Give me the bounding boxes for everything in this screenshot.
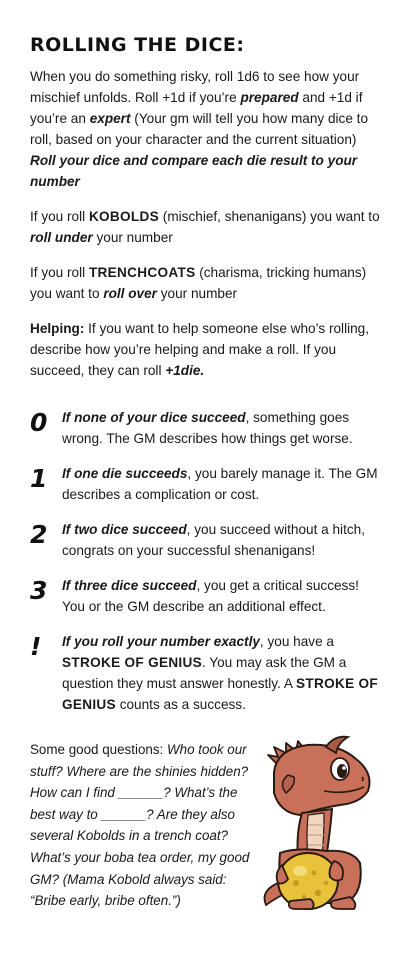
- questions-list: Who took our stuff? Where are the shinies hidden? How can I find ______? What’s the best way to ______? Are they also several Kobolds in a trench coat? What’s your boba tea order, my good GM? (Mama Kobold always said: “Bribe early, bribe often.”): [30, 742, 250, 909]
- helping-paragraph: [30, 318, 382, 381]
- outcome-result: , you succeed without a hitch, congrats on your successful shenanigans!: [62, 522, 365, 558]
- intro-prepared: prepared: [240, 90, 299, 105]
- trenchcoats-roll-over: roll over: [103, 286, 157, 301]
- outcome-text: [62, 463, 382, 505]
- outcome-condition: If two dice succeed: [62, 522, 187, 537]
- outcome-number: 0: [30, 408, 48, 437]
- page-title: ROLLING THE DICE:: [30, 34, 245, 56]
- outcome-text: [62, 407, 382, 449]
- intro-expert: expert: [89, 111, 131, 126]
- good-questions-text: [30, 739, 252, 912]
- kobolds-paragraph: [30, 206, 382, 248]
- trenchcoats-paragraph: [30, 262, 382, 304]
- kobold-illustration: [256, 733, 382, 911]
- outcome-result: , you get a critical success! You or the GM describe an additional effect.: [62, 578, 359, 614]
- outcome-item: [30, 519, 382, 561]
- outcome-condition: If none of your dice succeed: [62, 410, 246, 425]
- outcome-result: , you barely manage it. The GM describes a complication or cost.: [62, 466, 378, 502]
- outcome-number: 3: [30, 576, 48, 605]
- kobolds-text-3: your number: [92, 230, 173, 245]
- intro-paragraph: [30, 66, 382, 192]
- genius-text-3: counts as a success.: [115, 697, 246, 712]
- outcome-condition: If one die succeeds: [62, 466, 188, 481]
- genius-text-1: , you have a: [259, 634, 334, 649]
- trenchcoats-text-1: If you roll: [30, 265, 89, 280]
- outcome-text: [62, 519, 382, 561]
- kobolds-text-1: If you roll: [30, 209, 89, 224]
- exclamation-icon: !: [30, 632, 42, 661]
- trenchcoats-text-3: your number: [156, 286, 238, 301]
- kobolds-text-2: (mischief, shenanigans) you want to: [159, 209, 380, 224]
- helping-plus-die: +1die.: [165, 363, 205, 378]
- genius-text: [62, 631, 382, 715]
- outcome-item: [30, 575, 382, 617]
- trenchcoats-text-2: (charisma, tricking humans) you want to: [30, 265, 367, 301]
- outcome-item: [30, 463, 382, 505]
- questions-section: [30, 739, 382, 912]
- intro-text-3: (Your gm will tell you how many dice to roll, based on your character and the current situation): [30, 111, 369, 147]
- genius-item: [30, 631, 382, 715]
- kobolds-keyword: KOBOLDS: [88, 209, 160, 224]
- intro-text-2: and +1d if you’re an: [30, 90, 363, 126]
- genius-text-2: . You may ask the GM a question they must answer honestly. A: [62, 655, 347, 691]
- outcome-item: [30, 407, 382, 449]
- kobolds-roll-under: roll under: [30, 230, 93, 245]
- outcome-condition: If three dice succeed: [62, 578, 197, 593]
- intro-text-1: When you do something risky, roll 1d6 to see how your mischief unfolds. Roll +1d if you’re: [30, 69, 360, 105]
- stroke-of-genius-term: STROKE OF GENIUS: [62, 655, 202, 670]
- trenchcoats-keyword: TRENCHCOATS: [88, 265, 196, 280]
- outcome-result: , something goes wrong. The GM describes how things get worse.: [62, 410, 353, 446]
- questions-lead: Some good questions:: [30, 742, 167, 757]
- helping-label: Helping:: [30, 321, 85, 336]
- intro-instruction: Roll your dice and compare each die result to your number: [30, 153, 358, 189]
- genius-condition: If you roll your number exactly: [62, 634, 260, 649]
- outcome-number: 1: [30, 464, 48, 493]
- outcome-number: 2: [30, 520, 48, 549]
- helping-text: If you want to help someone else who’s rolling, describe how you’re helping and make a roll. If you succeed, they can roll: [30, 321, 370, 378]
- stroke-of-genius-term: STROKE OF GENIUS: [62, 676, 378, 712]
- outcomes-list: [30, 407, 382, 715]
- outcome-text: [62, 575, 382, 617]
- rules-page: [30, 34, 382, 912]
